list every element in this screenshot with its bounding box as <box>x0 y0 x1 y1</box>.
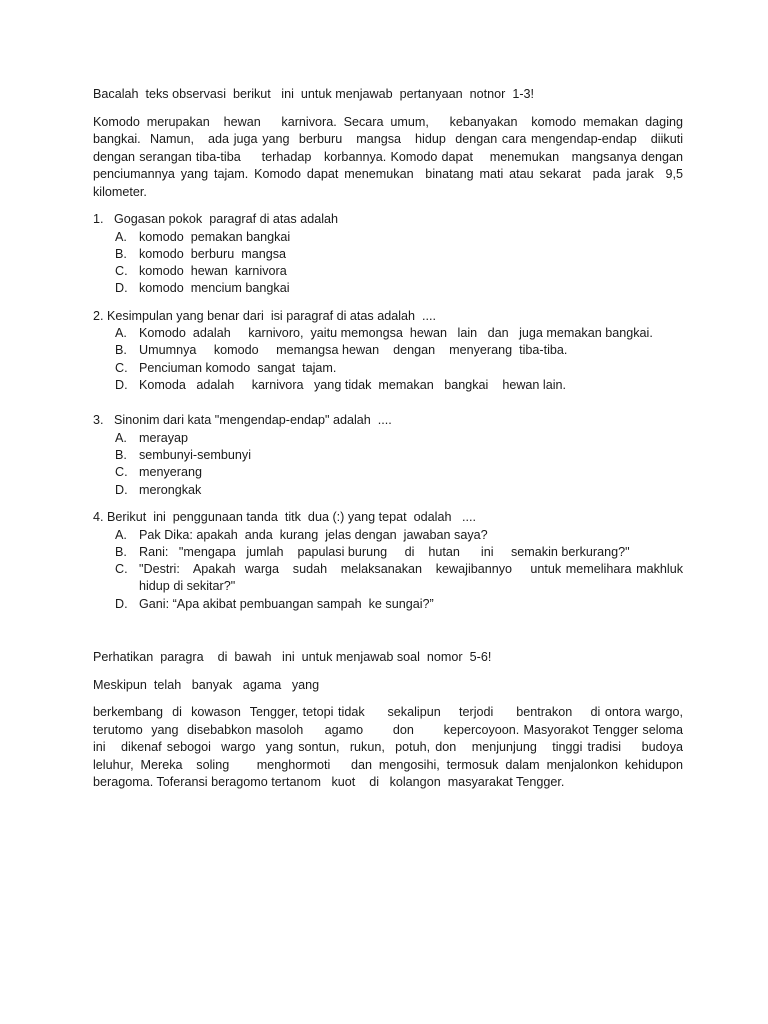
option-1b <box>115 246 683 263</box>
option-3b <box>115 447 683 464</box>
option-text: komodo berburu mangsa <box>139 246 287 261</box>
option-2a <box>115 325 683 342</box>
option-letter: C. <box>115 465 128 480</box>
option-letter: C. <box>115 562 128 577</box>
instruction-2: Perhatikan paragra di bawah ini untuk menjawab soal nomor 5-6! <box>93 650 492 665</box>
option-letter: D. <box>115 281 128 296</box>
document-page <box>93 86 697 792</box>
option-letter: B. <box>115 448 127 463</box>
option-2c <box>115 360 683 377</box>
option-letter: A. <box>115 527 127 542</box>
option-1d <box>115 280 683 297</box>
question-1-stem: 1. Gogasan pokok paragraf di atas adalah <box>93 212 339 226</box>
option-letter: D. <box>115 482 128 497</box>
option-4b <box>115 544 683 561</box>
option-letter: A. <box>115 430 127 445</box>
option-2d <box>115 377 683 394</box>
option-1a <box>115 229 683 246</box>
option-4c <box>115 561 687 596</box>
question-3-stem: 3. Sinonim dari kata "mengendap-endap" adalah .... <box>93 413 392 428</box>
option-text: menyerang <box>139 465 203 480</box>
option-3d <box>115 482 683 499</box>
option-4a <box>115 527 683 544</box>
question-2-stem: 2. Kesimpulan yang benar dari isi paragraf di atas adalah .... <box>93 308 437 323</box>
option-text: Komoda adalah karnivora yang tidak memakan bangkai hewan lain. <box>139 378 567 393</box>
option-text: Gani: “Apa akibat pembuangan sampah ke sungai?” <box>139 596 434 611</box>
passage-2-first-line: Meskipun telah banyak agama yang <box>93 677 320 692</box>
option-letter: B. <box>115 343 127 358</box>
question-4-stem: 4. Berikut ini penggunaan tanda titk dua (:) yang tepat odalah .... <box>93 510 476 525</box>
question-4-options <box>93 527 687 613</box>
option-1c <box>115 263 683 280</box>
option-letter: B. <box>115 246 127 261</box>
option-letter: A. <box>115 326 127 341</box>
option-letter: D. <box>115 596 128 611</box>
option-4d <box>115 596 683 613</box>
option-3c <box>115 464 683 481</box>
option-letter: D. <box>115 378 128 393</box>
observation-passage: Komodo merupakan hewan karnivora. Secara umum, kebanyakan komodo memakan daging bangkai. Namun, ada juga yang berburu mangsa hidup dengan cara mengendap-endap diikuti dengan serangan tiba-tiba terhadap korbannya. Komodo dapat menemukan mangsanya dengan penciumannya yang tajam. Komodo dapat menemukan binatang mati atau sekarat pada jarak 9,5 kilometer. <box>93 114 687 199</box>
option-3a <box>115 430 683 447</box>
option-letter: C. <box>115 264 128 279</box>
instruction-1: Bacalah teks observasi berikut ini untuk menjawab pertanyaan notnor 1-3! <box>93 87 535 101</box>
option-text: merongkak <box>139 482 202 497</box>
option-text: Komodo adalah karnivoro, yaitu memongsa hewan lain dan juga memakan bangkai. <box>139 326 653 341</box>
question-2-options <box>93 325 683 394</box>
option-text: Umumnya komodo memangsa hewan dengan menyerang tiba-tiba. <box>139 343 568 358</box>
option-text: komodo pemakan bangkai <box>139 229 291 244</box>
tengger-passage: berkembang di kowason Tengger, tetopi tidak sekalipun terjodi bentrakon di ontora wargo, terutomo yang disebabkon masoloh agamo don kepercoyoon. Masyorakot Tengger seloma ini dikenaf sebogoi wargo yang sontun, rukun, potuh, don menjunjung tinggi tradisi budoya leluhur, Mereka soling menghormoti dan mengosihi, termosuk dalam menjalonkon kehidupon beragoma. Toferansi beragomo tertanom kuot di kolangon masyarakat Tengger. <box>93 705 697 790</box>
question-3-options <box>93 430 683 499</box>
question-1-options <box>93 229 683 298</box>
option-text: sembunyi-sembunyi <box>139 448 251 463</box>
option-text: "Destri: Apakah warga sudah melaksanakan kewajibannyo untuk memelihara makhluk hidup di sekitar?" <box>139 562 687 594</box>
option-text: Rani: "mengapa jumlah papulasi burung di hutan ini semakin berkurang?" <box>139 544 630 559</box>
option-text: komodo hewan karnivora <box>139 264 287 279</box>
option-text: komodo mencium bangkai <box>139 281 290 296</box>
option-letter: A. <box>115 229 127 244</box>
option-text: Pak Dika: apakah anda kurang jelas dengan jawaban saya? <box>139 527 488 542</box>
option-text: merayap <box>139 430 188 445</box>
option-text: Penciuman komodo sangat tajam. <box>139 360 337 375</box>
option-letter: C. <box>115 360 128 375</box>
option-2b <box>115 342 683 359</box>
option-letter: B. <box>115 544 127 559</box>
